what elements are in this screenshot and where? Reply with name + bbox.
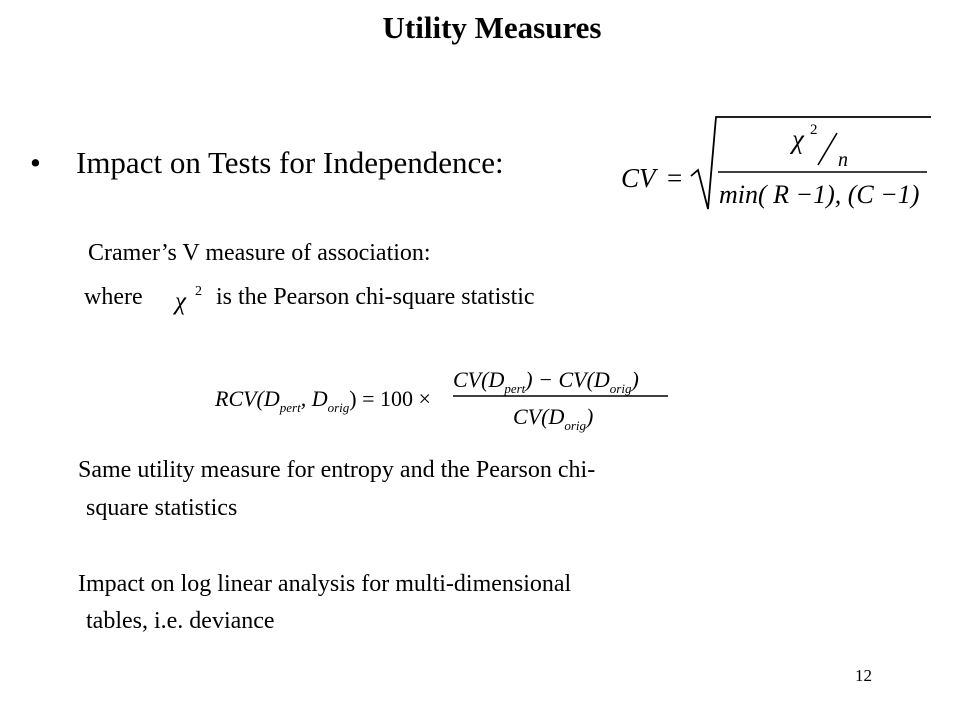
rcv-num-sub-pert: pert — [504, 381, 526, 396]
cv-formula — [615, 110, 935, 215]
rcv-num-middle: ) − CV(D — [525, 367, 610, 392]
cv-slash — [818, 133, 837, 165]
slide-title: Utility Measures — [382, 10, 602, 45]
svg-text:CV(Dpert) − CV(Dorig) — [453, 367, 639, 396]
rcv-sub-pert: pert — [279, 400, 301, 415]
cv-lhs: CV — [621, 163, 656, 193]
same-measure-line-2: square statistics — [86, 495, 238, 521]
chi-exponent: 2 — [195, 284, 202, 299]
cv-divisor: n — [838, 149, 848, 171]
rcv-den-sub-orig: orig — [564, 418, 586, 433]
cv-chi-symbol: χ — [792, 124, 804, 154]
where-prefix: where — [84, 284, 143, 310]
impact-line-1: Impact on log linear analysis for multi-dimensional — [78, 571, 572, 597]
cramers-v-line: Cramer’s V measure of association: — [88, 240, 431, 266]
bullet-icon: • — [30, 145, 41, 180]
chi-symbol: χ — [175, 288, 186, 315]
page-number: 12 — [855, 666, 872, 685]
where-suffix: is the Pearson chi-square statistic — [216, 284, 535, 310]
same-measure-line-1: Same utility measure for entropy and the Pearson chi- — [78, 457, 596, 483]
rcv-num-sub-orig: orig — [609, 381, 632, 396]
impact-line-2: tables, i.e. deviance — [86, 608, 275, 634]
rcv-den-close: ) — [586, 404, 594, 429]
rcv-equals-100: ) = 100 × — [349, 386, 431, 411]
rcv-sub-orig: orig — [327, 400, 350, 415]
svg-text:RCV(Dpert, Dorig) = 100 × — [214, 386, 431, 415]
cv-equals: = — [667, 163, 683, 193]
bullet-impact-tests — [30, 143, 504, 183]
bullet-text: Impact on Tests for Independence: — [76, 145, 504, 180]
svg-text:CV(Dorig) — [513, 404, 593, 433]
rcv-formula — [213, 358, 683, 438]
rcv-comma: , D — [300, 386, 328, 411]
rcv-num-left: CV(D — [453, 367, 505, 392]
chi-square-symbol — [173, 278, 213, 318]
rcv-den-left: CV(D — [513, 404, 565, 429]
cv-chi-exponent: 2 — [810, 122, 818, 138]
cv-denominator: min( R −1), (C −1) — [719, 180, 920, 209]
rcv-lhs: RCV(D — [215, 386, 280, 411]
rcv-num-close: ) — [631, 367, 639, 392]
